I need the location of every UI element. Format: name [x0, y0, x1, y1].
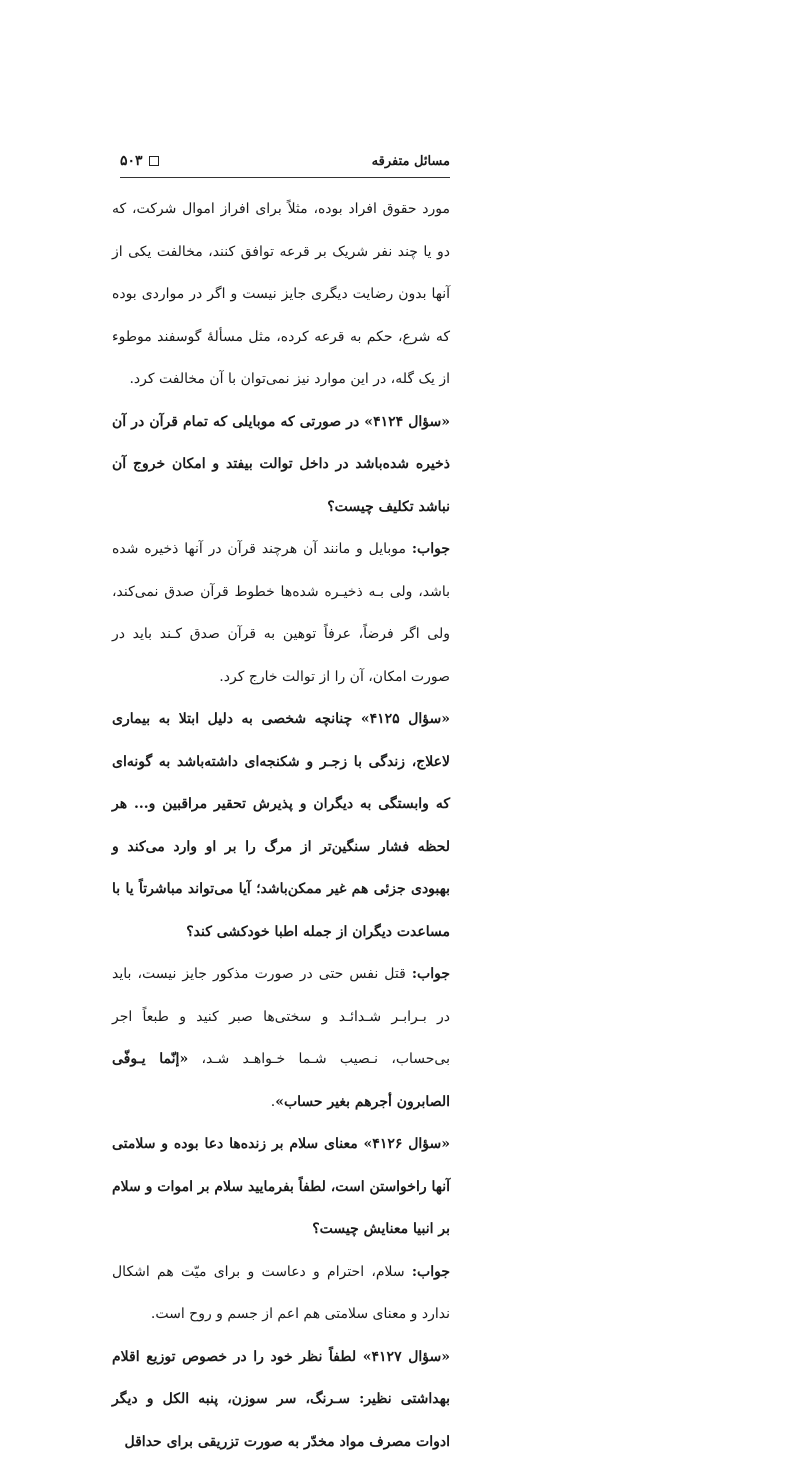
- page-number-text: ۵۰۳: [120, 153, 143, 169]
- question-text: «سؤال ۴۱۲۷» لطفاً نظر خود را در خصوص توزیع اقلام بهداشتی نظیر: سـرنگ، سر سوزن، پنبه الکل و دیگر ادوات مصرف مواد مخدّر به صورت تزریقی برای حداقل: [112, 1349, 450, 1450]
- section-title: مسائل متفرقه: [372, 154, 450, 169]
- answer-label: جواب:: [412, 541, 450, 557]
- answer-text: قتل نفس حتی در صورت مذکور جایز نیست، باید در بـرابـر شـدائـد و سختی‌ها صبر کنید و طبعاً اجر بی‌حساب، نـصیب شـما خـواهـد شـد،: [112, 966, 450, 1067]
- page-number: [120, 153, 159, 169]
- answer-text: مورد حقوق افراد بوده، مثلاً برای افراز اموال شرکت، که دو یا چند نفر شریک بر قرعه توافق کنند، مخالفت یکی از آنها بدون رضایت دیگری جایز نیست و اگر در مواردی بوده که شرع، حکم به قرعه کرده، مثل مسألهٔ گوسفند موطوء از یک گله، در این موارد نیز نمی‌توان با آن مخالفت کرد.: [112, 201, 450, 387]
- answer-text: سلام، احترام و دعاست و برای میّت هم اشکال ندارد و معنای سلامتی هم اعم از جسم و روح است.: [112, 1264, 450, 1323]
- header-rule: [120, 177, 450, 178]
- quran-quote: «إنّما يـوفّى الصابرون أجرهم بغير حساب»: [112, 1051, 450, 1110]
- page-header: [120, 150, 450, 172]
- answer-4126: [112, 1251, 450, 1336]
- answer-label: جواب:: [412, 1264, 450, 1280]
- question-4124: [112, 401, 450, 529]
- question-text: «سؤال ۴۱۲۵» چنانچه شخصی به دلیل ابتلا به بیماری لاعلاج، زندگی با زجـر و شکنجه‌ای داشته‌باشد به گونه‌ای که وابستگی به دیگران و پذیرش تحقیر مراقبین و... هر لحظه فشار سنگین‌تر از مرگ را بر او وارد می‌کند و بهبودی جزئی هم غیر ممکن‌باشد؛ آیا می‌تواند مباشرتاً یا با مساعدت دیگران از جمله اطبا خودکشی کند؟: [112, 711, 450, 940]
- question-text: «سؤال ۴۱۲۴» در صورتی که موبایلی که تمام قرآن در آن ذخیره شده‌باشد در داخل توالت بیفتد و امکان خروج آن نباشد تکلیف چیست؟: [112, 414, 450, 515]
- question-4127: [112, 1336, 450, 1463]
- question-text: «سؤال ۴۱۲۶» معنای سلام بر زنده‌ها دعا بوده و سلامتی آنها راخواستن است، لطفاً بفرمایید سلام بر اموات و سلام بر انبیا معنایش چیست؟: [112, 1136, 450, 1237]
- answer-4124: [112, 528, 450, 698]
- answer-text: موبایل و مانند آن هرچند قرآن در آنها ذخیره شده باشد، ولی بـه ذخیـره شده‌ها خطوط قرآن صدق نمی‌کند، ولی اگر فرضاً، عرفاً توهین به قرآن صدق کـند باید در صورت امکان، آن را از توالت خارج کرد.: [112, 541, 450, 685]
- answer-label: جواب:: [412, 966, 450, 982]
- answer-end: .: [271, 1094, 275, 1110]
- question-4125: [112, 698, 450, 953]
- square-icon: [149, 156, 159, 166]
- answer-continuation: [112, 188, 450, 401]
- question-4126: [112, 1123, 450, 1251]
- page-body: [112, 188, 450, 1463]
- answer-4125: [112, 953, 450, 1123]
